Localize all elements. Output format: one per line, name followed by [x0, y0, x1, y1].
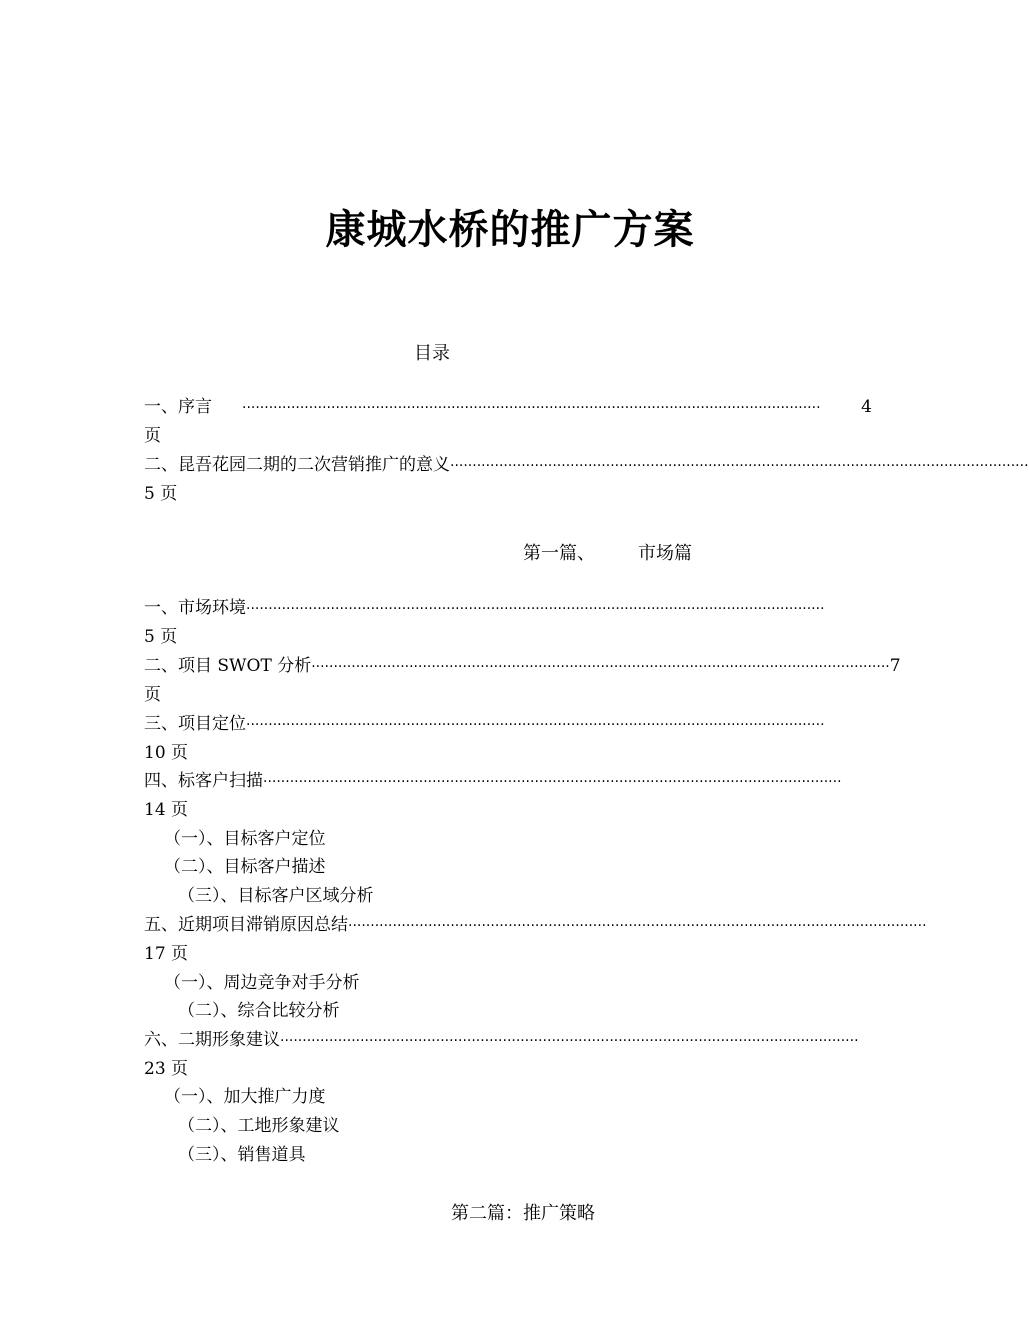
toc-subentry[interactable]: （二）、目标客户描述 [164, 857, 326, 877]
toc-entry-customer-scan[interactable] [144, 767, 872, 825]
toc-entry-label: 二、项目 SWOT 分析 [144, 656, 312, 676]
toc-entry-label: 三、项目定位 [144, 714, 246, 734]
dot-leader: ·································································································································· [263, 774, 842, 790]
dot-leader: ·································································································································· [246, 601, 825, 617]
dot-leader: ·································································································································· [311, 659, 890, 675]
toc-entry-significance[interactable] [144, 451, 1029, 509]
part2-heading: 第二篇：推广策略 [451, 1203, 595, 1224]
toc-entry-preface[interactable] [144, 393, 872, 451]
toc-subentry[interactable]: （二）、综合比较分析 [178, 1001, 340, 1021]
dot-leader: ·································································································································· [450, 458, 1029, 474]
dot-leader: ·································································································································· [348, 918, 927, 934]
toc-entry-page-suffix: 页 [144, 426, 161, 446]
toc-entry-page-number: 7 [889, 656, 901, 676]
toc-entry-market-environment[interactable] [144, 594, 872, 652]
toc-subentry[interactable]: （一）、目标客户定位 [164, 829, 326, 849]
toc-subentry[interactable]: （一）、周边竞争对手分析 [164, 973, 360, 993]
toc-subentry[interactable]: （一）、加大推广力度 [164, 1087, 326, 1107]
toc-entry-page: 5 页 [144, 627, 178, 647]
toc-entry-label: 六、二期形象建议 [144, 1030, 280, 1050]
toc-entry-page: 17 页 [144, 944, 189, 964]
dot-leader: ·································································································································· [242, 400, 821, 416]
document-title: 康城水桥的推广方案 [325, 207, 695, 253]
toc-entry-image-suggestion[interactable] [144, 1026, 872, 1084]
dot-leader: ·································································································································· [246, 717, 825, 733]
toc-entry-label: 四、标客户扫描 [144, 771, 263, 791]
toc-entry-page: 23 页 [144, 1059, 189, 1079]
toc-subentry[interactable]: （三）、销售道具 [178, 1145, 306, 1165]
toc-heading: 目录 [414, 343, 450, 364]
toc-entry-label: 一、序言 [144, 397, 212, 417]
toc-entry-swot[interactable] [144, 652, 901, 710]
toc-entry-positioning[interactable] [144, 710, 872, 768]
toc-entry-label: 一、市场环境 [144, 598, 246, 618]
toc-entry-page-number: 4 [861, 397, 872, 417]
toc-subentry[interactable]: （二）、工地形象建议 [178, 1116, 340, 1136]
dot-leader: ·································································································································· [280, 1033, 859, 1049]
toc-entry-page: 10 页 [144, 743, 189, 763]
part1-heading-left: 第一篇、 [523, 543, 595, 564]
toc-entry-slow-sales[interactable] [144, 911, 927, 969]
toc-entry-page: 5 页 [144, 484, 178, 504]
toc-entry-label: 二、昆吾花园二期的二次营销推广的意义 [144, 455, 450, 475]
part1-heading-right: 市场篇 [638, 543, 692, 564]
toc-entry-label: 五、近期项目滞销原因总结 [144, 915, 348, 935]
toc-subentry[interactable]: （三）、目标客户区域分析 [178, 886, 374, 906]
toc-entry-page-suffix: 页 [144, 685, 161, 705]
toc-entry-page: 14 页 [144, 800, 189, 820]
